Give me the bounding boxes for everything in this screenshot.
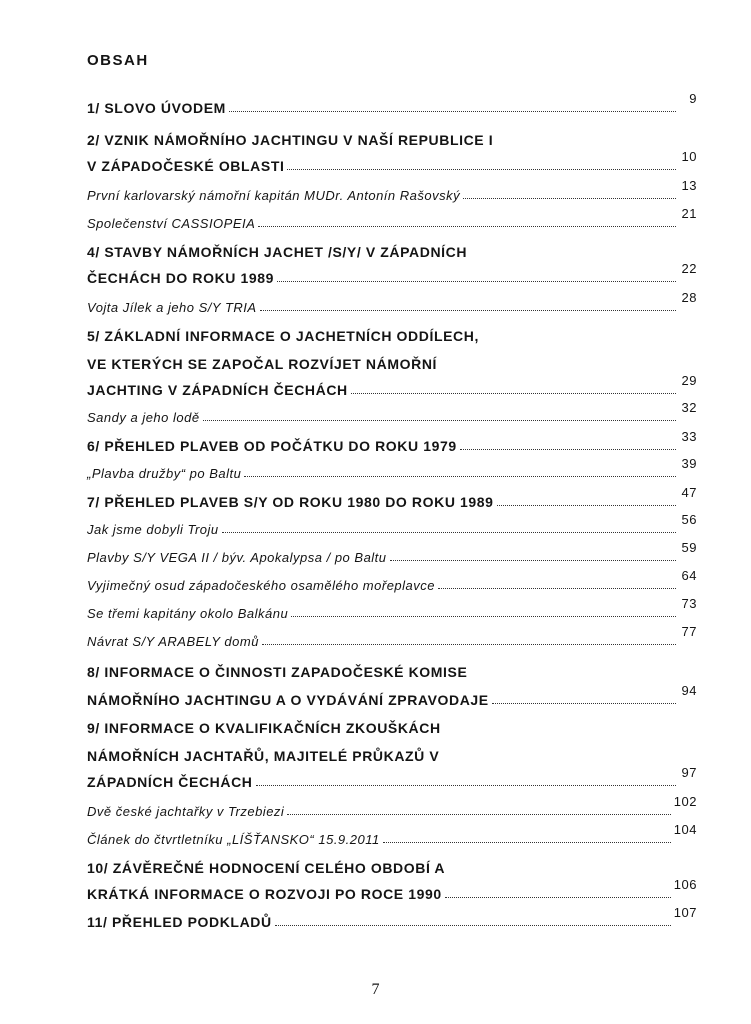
toc-entry-page: 21 [681, 206, 697, 221]
toc-entry [87, 91, 697, 116]
toc-entry [87, 132, 697, 148]
toc-entry [87, 328, 697, 344]
toc-entry [87, 400, 697, 425]
dot-leader [256, 785, 677, 786]
toc-entry-title: NÁMOŘNÍCH JACHTAŘŮ, MAJITELÉ PRŮKAZŮ V [87, 748, 440, 764]
toc-entry [87, 765, 697, 790]
toc-entry-title: 9/ INFORMACE O KVALIFIKAČNÍCH ZKOUŠKÁCH [87, 720, 441, 736]
dot-leader [262, 644, 676, 645]
dot-leader [222, 532, 676, 533]
toc-entry-page: 104 [673, 822, 697, 837]
dot-leader [291, 616, 676, 617]
toc-entry-title: Článek do čtvrtletníku „LÍŠŤANSKO“ 15.9.2011 [87, 832, 380, 847]
toc-entry-title: JACHTING V ZÁPADNÍCH ČECHÁCH [87, 382, 348, 398]
dot-leader [203, 420, 676, 421]
toc-entry-page: 39 [681, 456, 697, 471]
dot-leader [277, 281, 676, 282]
toc-entry [87, 794, 697, 819]
toc-entry-title: 4/ STAVBY NÁMOŘNÍCH JACHET /S/Y/ V ZÁPADNÍCH [87, 244, 468, 260]
toc-entry-page: 22 [681, 261, 697, 276]
toc-entry [87, 860, 697, 876]
dot-leader [463, 198, 676, 199]
toc-entry-page: 56 [681, 512, 697, 527]
toc-entry-title: První karlovarský námořní kapitán MUDr. Antonín Rašovský [87, 188, 461, 203]
toc-entry-title: 2/ VZNIK NÁMOŘNÍHO JACHTINGU V NAŠÍ REPUBLICE I [87, 132, 494, 148]
toc-entry-title: VE KTERÝCH SE ZAPOČAL ROZVÍJET NÁMOŘNÍ [87, 356, 438, 372]
dot-leader [460, 449, 676, 450]
toc-entry [87, 429, 697, 454]
dot-leader [244, 476, 676, 477]
toc-entry-page: 94 [681, 683, 697, 698]
toc-entry [87, 540, 697, 565]
toc-entry-page: 97 [681, 765, 697, 780]
toc-entry-page: 59 [681, 540, 697, 555]
toc-entry [87, 683, 697, 708]
toc-entry-title: Návrat S/Y ARABELY domů [87, 634, 259, 649]
toc-entry [87, 748, 697, 764]
toc-entry-title: Dvě české jachtařky v Trzebiezi [87, 804, 285, 819]
toc-entry [87, 149, 697, 174]
dot-leader [287, 169, 676, 170]
dot-leader [383, 842, 671, 843]
toc-entry-title: NÁMOŘNÍHO JACHTINGU A O VYDÁVÁNÍ ZPRAVODAJE [87, 692, 489, 708]
toc-entry-title: Vojta Jílek a jeho S/Y TRIA [87, 300, 257, 315]
toc-entry-title: ČECHÁCH DO ROKU 1989 [87, 270, 275, 286]
dot-leader [229, 111, 676, 112]
dot-leader [492, 703, 676, 704]
toc-entry-title: Sandy a jeho lodě [87, 410, 200, 425]
toc-entry [87, 664, 697, 680]
toc-entry-title: Společenství CASSIOPEIA [87, 216, 256, 231]
dot-leader [287, 814, 670, 815]
toc-entry [87, 206, 697, 231]
dot-leader [497, 505, 676, 506]
toc-entry [87, 261, 697, 286]
toc-entry-page: 102 [673, 794, 697, 809]
dot-leader [445, 897, 671, 898]
dot-leader [351, 393, 676, 394]
toc-entry-title: Se třemi kapitány okolo Balkánu [87, 606, 289, 621]
toc-entry-title: 8/ INFORMACE O ČINNOSTI ZAPADOČESKÉ KOMISE [87, 664, 468, 680]
toc-entry-page: 29 [681, 373, 697, 388]
toc-entry-page: 73 [681, 596, 697, 611]
page-number: 7 [371, 981, 380, 998]
toc-entry [87, 244, 697, 260]
toc-entry-title: „Plavba družby“ po Baltu [87, 466, 242, 481]
toc-entry-page: 13 [681, 178, 697, 193]
toc-entry [87, 456, 697, 481]
toc-entry-page: 47 [681, 485, 697, 500]
dot-leader [260, 310, 676, 311]
toc-entry-page: 106 [673, 877, 697, 892]
toc-entry [87, 596, 697, 621]
toc-entry [87, 178, 697, 203]
dot-leader [275, 925, 671, 926]
toc-entry-page: 10 [681, 149, 697, 164]
toc-entry-title: 7/ PŘEHLED PLAVEB S/Y OD ROKU 1980 DO ROKU 1989 [87, 494, 494, 510]
dot-leader [258, 226, 676, 227]
toc-entry-title: KRÁTKÁ INFORMACE O ROZVOJI PO ROCE 1990 [87, 886, 442, 902]
toc-entry-page: 64 [681, 568, 697, 583]
toc-entry-page: 9 [689, 91, 697, 106]
toc-entry [87, 822, 697, 847]
toc-entry-title: ZÁPADNÍCH ČECHÁCH [87, 774, 253, 790]
toc-entry-title: 6/ PŘEHLED PLAVEB OD POČÁTKU DO ROKU 1979 [87, 438, 457, 454]
dot-leader [390, 560, 676, 561]
toc-entry-title: 5/ ZÁKLADNÍ INFORMACE O JACHETNÍCH ODDÍLECH, [87, 328, 479, 344]
toc-entry-page: 28 [681, 290, 697, 305]
toc-entry [87, 568, 697, 593]
toc-entry-title: Jak jsme dobyli Troju [87, 522, 219, 537]
toc-entry-title: V ZÁPADOČESKÉ OBLASTI [87, 158, 285, 174]
toc-entry-page: 33 [681, 429, 697, 444]
toc-entry [87, 905, 697, 930]
toc-entry-page: 107 [673, 905, 697, 920]
toc-entry-title: 11/ PŘEHLED PODKLADŮ [87, 914, 272, 930]
toc-entry [87, 485, 697, 510]
toc-entry-title: Plavby S/Y VEGA II / býv. Apokalypsa / po Baltu [87, 550, 387, 565]
toc-entry-page: 77 [681, 624, 697, 639]
toc-entry [87, 720, 697, 736]
toc-entry [87, 624, 697, 649]
toc-entry [87, 356, 697, 372]
toc-entry-page: 32 [681, 400, 697, 415]
toc-entry [87, 290, 697, 315]
toc-entry [87, 512, 697, 537]
toc-entry [87, 877, 697, 902]
toc-entry [87, 373, 697, 398]
dot-leader [438, 588, 676, 589]
toc-entry-title: 1/ SLOVO ÚVODEM [87, 100, 226, 116]
page-title: OBSAH [87, 52, 149, 69]
toc-entry-title: 10/ ZÁVĚREČNÉ HODNOCENÍ CELÉHO OBDOBÍ A [87, 860, 446, 876]
toc-entry-title: Vyjimečný osud západočeského osamělého mořeplavce [87, 578, 436, 593]
